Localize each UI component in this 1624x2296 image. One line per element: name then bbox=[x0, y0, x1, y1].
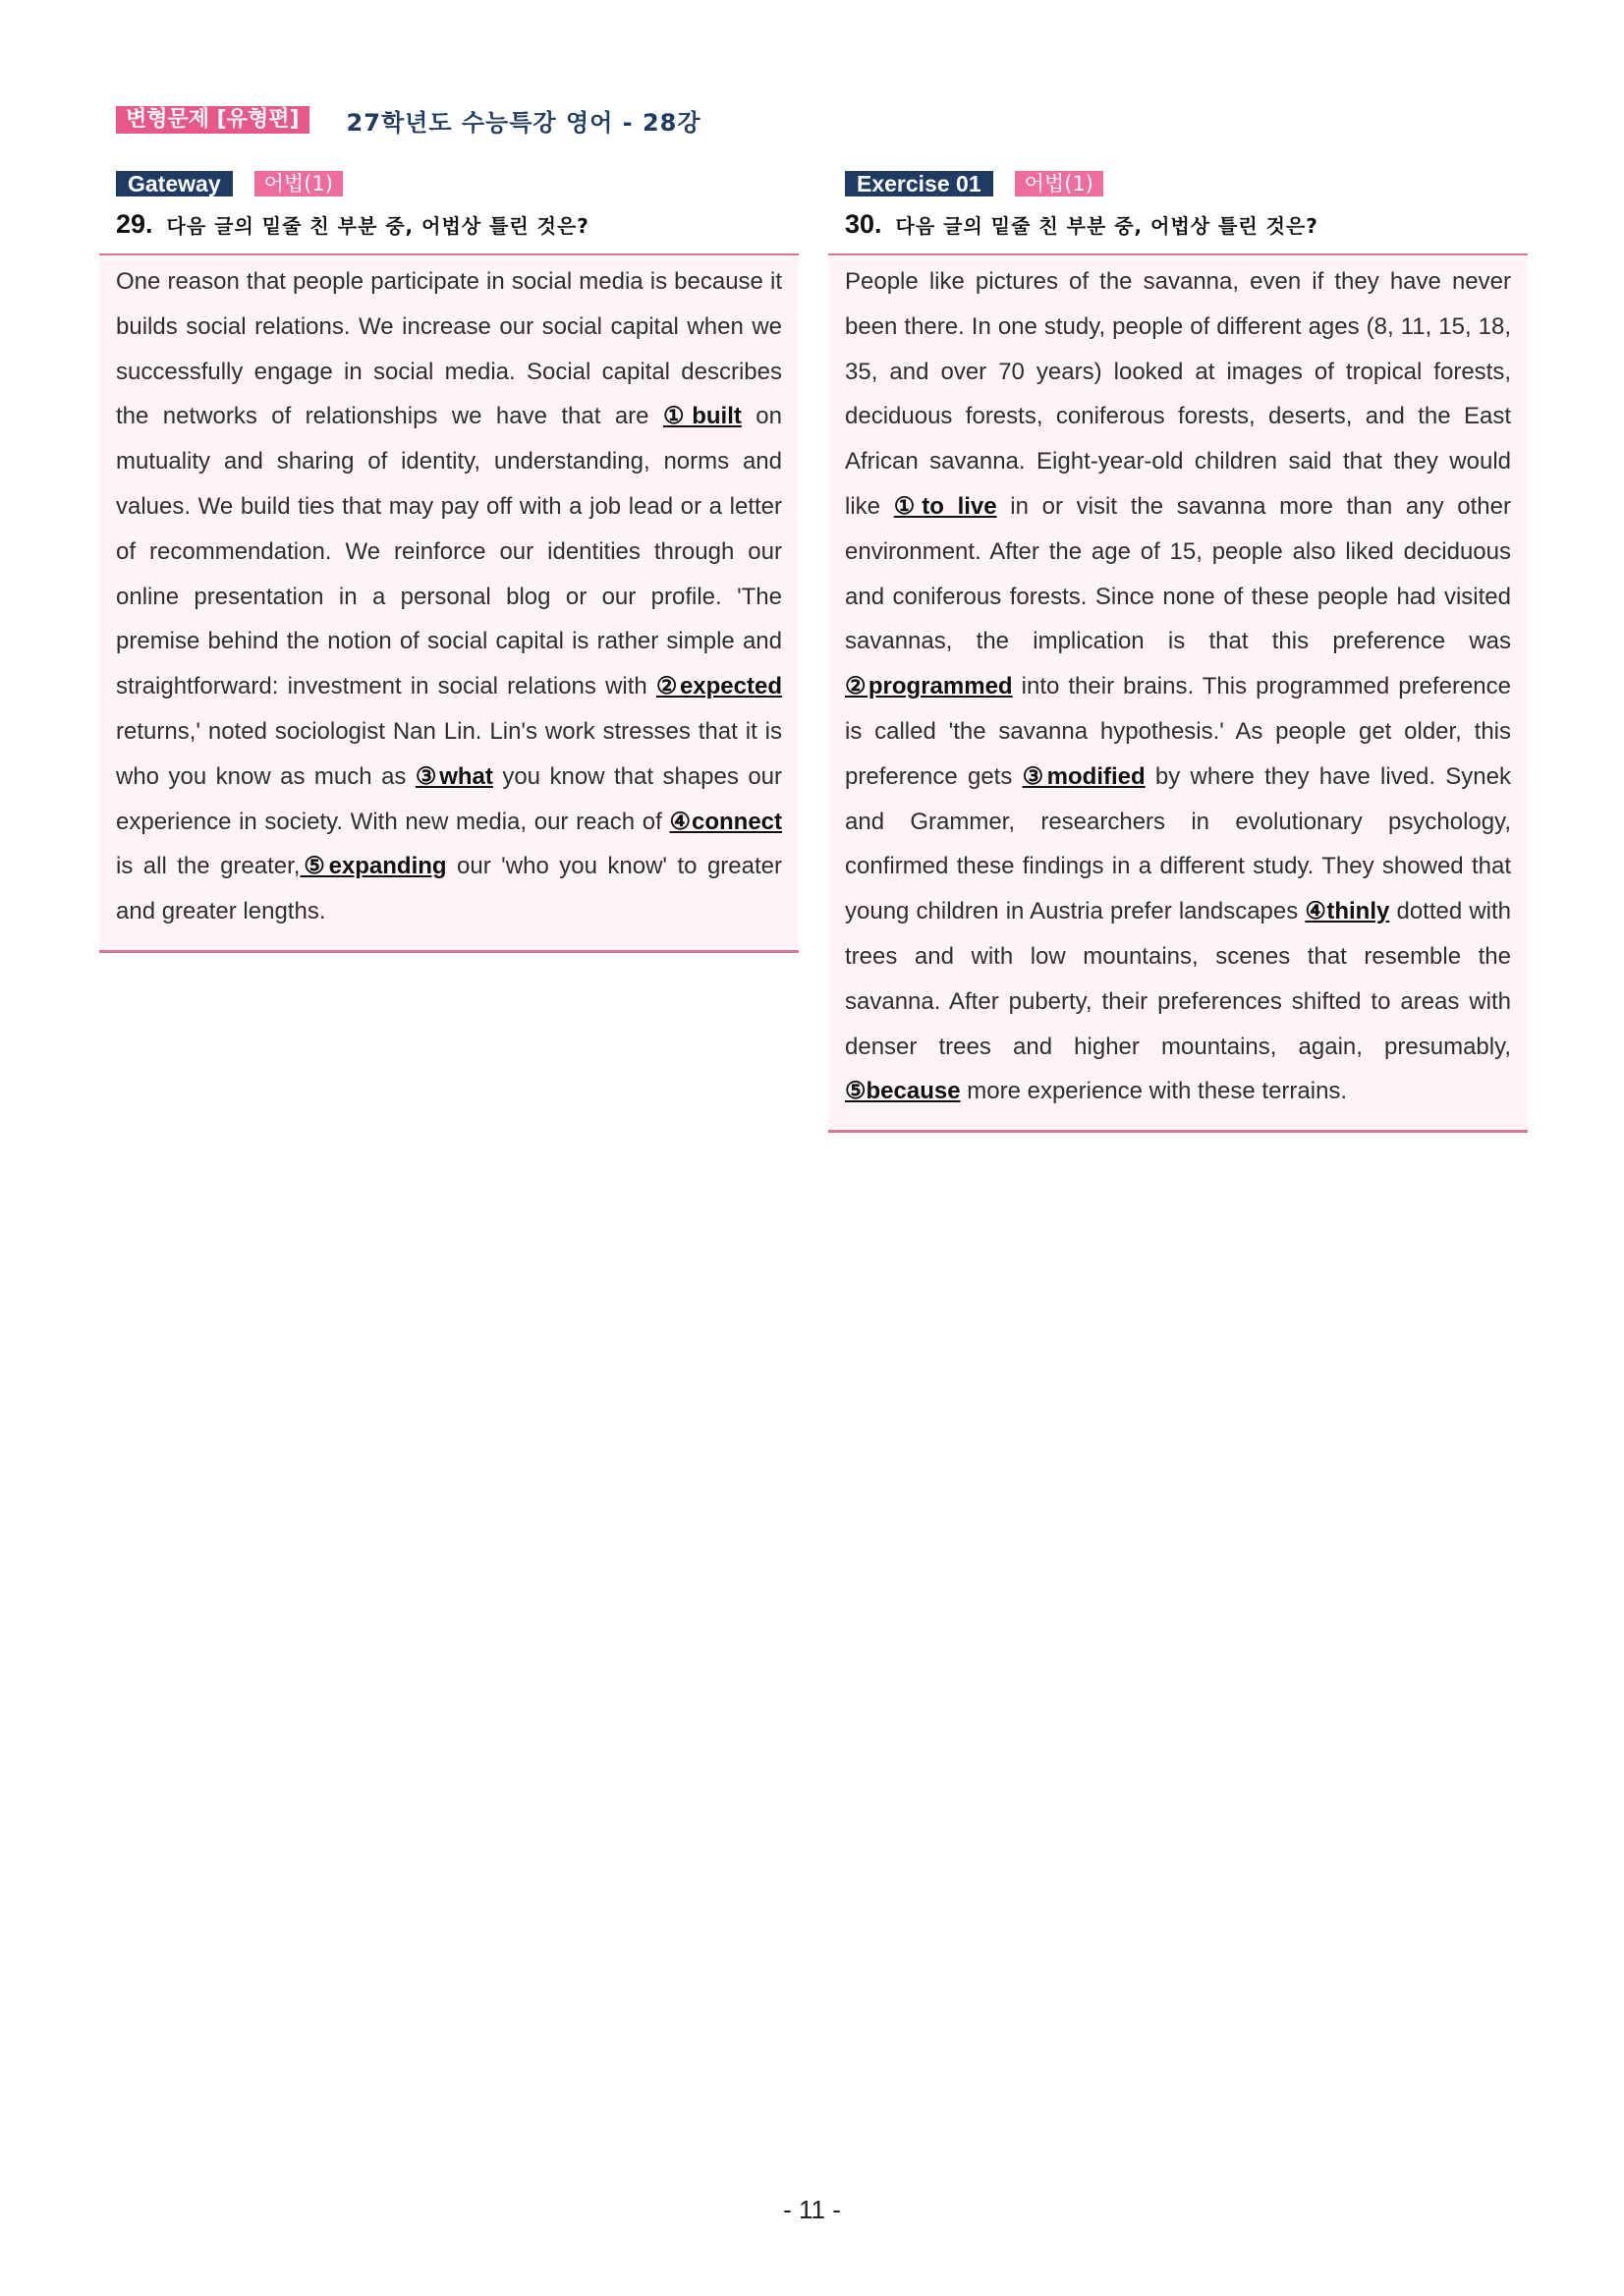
passage-segment: in or visit the savanna more than any other environment. After the age of 15, people also liked deciduous and coniferous forests. Since none of these people had visited savannas, the implication is that this preference was bbox=[845, 492, 1511, 655]
underlined-choice-2: ②expected bbox=[655, 673, 782, 700]
passage-text bbox=[116, 259, 782, 934]
passage-box bbox=[99, 253, 799, 953]
underlined-choice-3: ③modified bbox=[1022, 762, 1146, 790]
passage-segment: our 'who you know' to greater and greater lengths. bbox=[116, 853, 782, 925]
underlined-choice-1: ①built bbox=[662, 403, 742, 430]
page-title: 27학년도 수능특강 영어 - 28강 bbox=[346, 108, 701, 137]
question-29-prompt bbox=[99, 209, 799, 243]
passage-segment: returns,' noted sociologist Nan Lin. Lin's work stresses that it is who you know as much as bbox=[116, 717, 782, 790]
question-30-prompt bbox=[828, 209, 1528, 243]
underlined-choice-2: ②programmed bbox=[845, 673, 1013, 700]
question-29-column bbox=[99, 170, 799, 953]
passage-segment: by where they have lived. Synek and Grammer, researchers in evolutionary psychology, confirmed these findings in a different study. They showed that young children in Austria prefer landscapes bbox=[845, 762, 1512, 925]
passage-segment: more experience with these terrains. bbox=[960, 1078, 1348, 1105]
passage-segment: you know that shapes our experience in society. With new media, our reach of bbox=[116, 762, 783, 835]
passage-segment: People like pictures of the savanna, even if they have never been there. In one study, people of different ages (8, 11, 15, 18, 35, and over 70 years) looked at images of tropical forests, deciduous forests, coniferous forests, deserts, and the East African savanna. Eight-year-old children said that they would like bbox=[845, 268, 1511, 520]
page-header bbox=[116, 105, 701, 135]
question-number: 29. bbox=[116, 209, 153, 239]
underlined-choice-5: ⑤expanding bbox=[300, 853, 447, 880]
exercise-tag: Exercise 01 bbox=[845, 171, 993, 196]
question-29-tags bbox=[99, 170, 799, 197]
passage-text bbox=[845, 259, 1511, 1114]
passage-segment: is all the greater, bbox=[116, 853, 301, 880]
underlined-choice-4: ④connect bbox=[669, 808, 783, 835]
passage-segment: dotted with trees and with low mountains, scenes that resemble the savanna. After puberty, their preferences shifted to areas with denser trees and higher mountains, again, presumably, bbox=[845, 898, 1512, 1060]
question-30-tags bbox=[828, 170, 1528, 197]
underlined-choice-5: ⑤because bbox=[845, 1078, 961, 1105]
question-number: 30. bbox=[845, 209, 882, 239]
passage-box bbox=[828, 253, 1528, 1133]
section-badge: 변형문제 [유형편] bbox=[116, 106, 309, 134]
gateway-tag: Gateway bbox=[116, 171, 233, 196]
question-30-column bbox=[828, 170, 1528, 1133]
page-number: - 11 - bbox=[783, 2195, 841, 2224]
passage-segment: into their brains. This programmed preference is called 'the savanna hypothesis.' As people get older, this preference gets bbox=[845, 673, 1511, 790]
passage-segment: on mutuality and sharing of identity, understanding, norms and values. We build ties that may pay off with a job lead or a letter of recommendation. We reinforce our identities through our online presentation in a personal blog or our profile. 'The premise behind the notion of social capital is rather simple and straightforward: investment in social relations with bbox=[116, 403, 782, 700]
underlined-choice-1: ①to live bbox=[893, 492, 997, 520]
question-text: 다음 글의 밑줄 친 부분 중, 어법상 틀린 것은? bbox=[895, 214, 1318, 238]
underlined-choice-4: ④thinly bbox=[1305, 898, 1390, 925]
question-text: 다음 글의 밑줄 친 부분 중, 어법상 틀린 것은? bbox=[166, 214, 589, 238]
category-tag: 어법(1) bbox=[254, 171, 343, 196]
underlined-choice-3: ③what bbox=[415, 762, 493, 790]
category-tag: 어법(1) bbox=[1015, 171, 1103, 196]
passage-segment: One reason that people participate in social media is because it builds social relations. We increase our social capital when we successfully engage in social media. Social capital describes the networks of relationships we have that are bbox=[116, 268, 782, 430]
